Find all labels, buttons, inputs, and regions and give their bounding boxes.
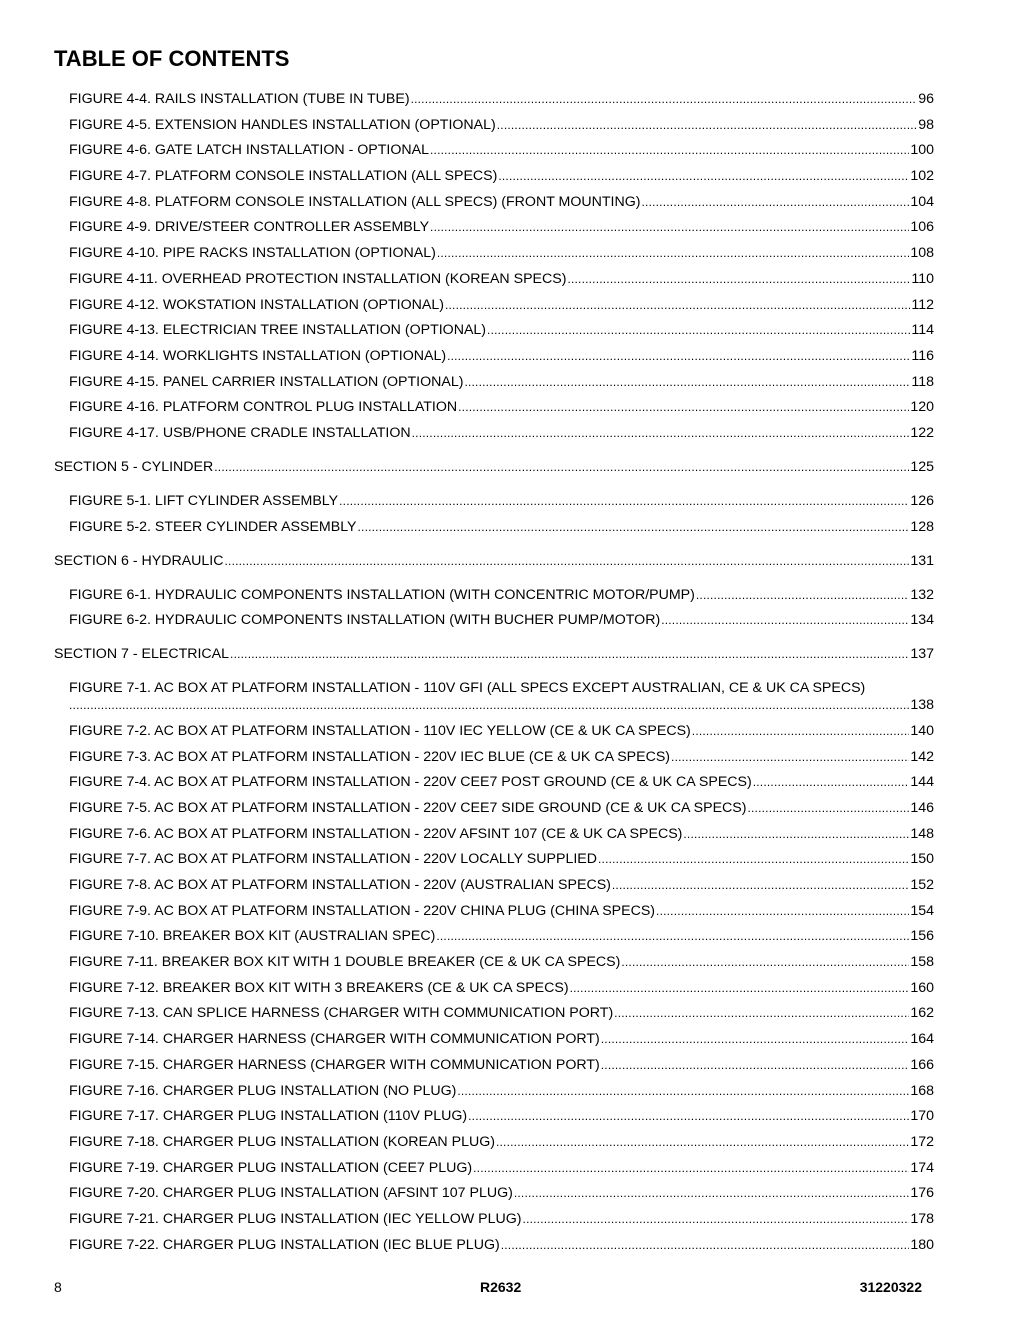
- toc-page-number: 134: [910, 612, 934, 629]
- toc-figure-title: FIGURE 4-10. PIPE RACKS INSTALLATION (OPTIONAL): [69, 245, 436, 262]
- toc-figure-entry[interactable]: [54, 1160, 934, 1186]
- toc-figure-title: FIGURE 7-12. BREAKER BOX KIT WITH 3 BREAKERS (CE & UK CA SPECS): [69, 979, 569, 996]
- toc-dot-leader: [692, 723, 910, 740]
- toc-page-number: 100: [910, 142, 934, 159]
- toc-figure-entry[interactable]: [54, 1005, 934, 1031]
- toc-figure-title: FIGURE 7-1. AC BOX AT PLATFORM INSTALLATION - 110V GFI (ALL SPECS EXCEPT AUSTRALIAN, CE & UK CA SPECS): [69, 680, 866, 697]
- toc-dot-leader: [747, 800, 909, 817]
- toc-page-number: 132: [910, 586, 934, 603]
- toc-figure-entry[interactable]: [54, 519, 934, 545]
- toc-figure-title: FIGURE 7-10. BREAKER BOX KIT (AUSTRALIAN SPEC): [69, 928, 436, 945]
- toc-figure-entry[interactable]: [54, 826, 934, 852]
- toc-figure-entry[interactable]: [54, 399, 934, 425]
- toc-dot-leader: [430, 142, 909, 159]
- toc-figure-title: FIGURE 7-15. CHARGER HARNESS (CHARGER WITH COMMUNICATION PORT): [69, 1056, 600, 1073]
- toc-dot-leader: [598, 851, 909, 868]
- table-of-contents: [54, 91, 934, 1262]
- toc-figure-entry[interactable]: [54, 723, 934, 749]
- toc-section-entry[interactable]: [54, 646, 934, 672]
- toc-dot-leader: [523, 1211, 910, 1228]
- toc-dot-leader: [214, 459, 909, 476]
- toc-dot-leader: [457, 1083, 909, 1100]
- toc-page-number: 138: [910, 697, 934, 714]
- toc-dot-leader: [614, 1005, 909, 1022]
- toc-figure-entry[interactable]: [54, 1083, 934, 1109]
- toc-figure-entry[interactable]: [54, 348, 934, 374]
- toc-page-number: 126: [910, 492, 934, 509]
- toc-dot-leader: [612, 877, 909, 894]
- toc-page-number: 156: [910, 928, 934, 945]
- toc-figure-title: FIGURE 7-4. AC BOX AT PLATFORM INSTALLATION - 220V CEE7 POST GROUND (CE & UK CA SPECS): [69, 774, 752, 791]
- toc-figure-title: FIGURE 7-16. CHARGER PLUG INSTALLATION (NO PLUG): [69, 1082, 457, 1099]
- toc-section-title: SECTION 6 - HYDRAULIC: [54, 552, 224, 569]
- toc-figure-title: FIGURE 4-12. WOKSTATION INSTALLATION (OPTIONAL): [69, 296, 444, 313]
- toc-page-number: 168: [910, 1082, 934, 1099]
- toc-page-number: 158: [910, 954, 934, 971]
- toc-figure-title: FIGURE 4-6. GATE LATCH INSTALLATION - OPTIONAL: [69, 142, 429, 159]
- toc-figure-title: FIGURE 4-11. OVERHEAD PROTECTION INSTALLATION (KOREAN SPECS): [69, 270, 567, 287]
- toc-page-number: 180: [910, 1236, 934, 1253]
- toc-dot-leader: [498, 168, 909, 185]
- toc-figure-entry[interactable]: [54, 374, 934, 400]
- toc-dot-leader: [464, 374, 910, 391]
- toc-figure-entry[interactable]: [54, 1057, 934, 1083]
- toc-dot-leader: [496, 1134, 909, 1151]
- toc-page-number: 160: [910, 979, 934, 996]
- toc-dot-leader: [230, 646, 909, 663]
- toc-page-number: 162: [910, 1005, 934, 1022]
- toc-figure-title: FIGURE 4-14. WORKLIGHTS INSTALLATION (OPTIONAL): [69, 347, 447, 364]
- toc-page-number: 110: [911, 270, 934, 287]
- toc-figure-entry[interactable]: [54, 903, 934, 929]
- toc-dot-leader: [501, 1237, 910, 1254]
- toc-page-number: 108: [910, 245, 934, 262]
- toc-figure-title: FIGURE 7-7. AC BOX AT PLATFORM INSTALLATION - 220V LOCALLY SUPPLIED: [69, 851, 597, 868]
- toc-page-number: 106: [910, 219, 934, 236]
- toc-page-number: 118: [911, 373, 934, 390]
- toc-figure-title: FIGURE 7-14. CHARGER HARNESS (CHARGER WITH COMMUNICATION PORT): [69, 1031, 600, 1048]
- toc-dot-leader: [436, 928, 909, 945]
- toc-page-number: 174: [910, 1159, 934, 1176]
- toc-dot-leader: [601, 1057, 910, 1074]
- toc-figure-title: FIGURE 7-11. BREAKER BOX KIT WITH 1 DOUBLE BREAKER (CE & UK CA SPECS): [69, 954, 621, 971]
- toc-figure-title: FIGURE 7-22. CHARGER PLUG INSTALLATION (IEC BLUE PLUG): [69, 1236, 500, 1253]
- toc-figure-title: FIGURE 4-5. EXTENSION HANDLES INSTALLATION (OPTIONAL): [69, 116, 496, 133]
- toc-figure-title: FIGURE 6-1. HYDRAULIC COMPONENTS INSTALLATION (WITH CONCENTRIC MOTOR/PUMP): [69, 586, 695, 603]
- toc-figure-entry[interactable]: [54, 1211, 934, 1237]
- toc-figure-title: FIGURE 7-17. CHARGER PLUG INSTALLATION (110V PLUG): [69, 1108, 468, 1125]
- toc-figure-entry[interactable]: [54, 954, 934, 980]
- toc-figure-title: FIGURE 4-8. PLATFORM CONSOLE INSTALLATION (ALL SPECS) (FRONT MOUNTING): [69, 193, 641, 210]
- toc-page-number: 128: [910, 518, 934, 535]
- toc-page-number: 102: [910, 168, 934, 185]
- toc-figure-title: FIGURE 7-2. AC BOX AT PLATFORM INSTALLATION - 110V IEC YELLOW (CE & UK CA SPECS): [69, 722, 691, 739]
- toc-page-number: 166: [910, 1056, 934, 1073]
- toc-figure-title: FIGURE 7-21. CHARGER PLUG INSTALLATION (IEC YELLOW PLUG): [69, 1210, 522, 1227]
- toc-dot-leader: [514, 1185, 909, 1202]
- toc-dot-leader: [430, 219, 909, 236]
- toc-figure-entry[interactable]: [54, 1185, 934, 1211]
- toc-dot-leader: [497, 117, 917, 134]
- toc-dot-leader: [567, 271, 910, 288]
- toc-dot-leader: [621, 954, 909, 971]
- toc-page-number: 170: [910, 1108, 934, 1125]
- toc-section-title: SECTION 5 - CYLINDER: [54, 458, 214, 475]
- toc-page-number: 146: [910, 799, 934, 816]
- page-title: TABLE OF CONTENTS: [54, 46, 290, 71]
- toc-dot-leader: [661, 612, 909, 629]
- toc-figure-entry[interactable]: [54, 980, 934, 1006]
- toc-figure-entry[interactable]: [54, 851, 934, 877]
- toc-figure-title: FIGURE 7-13. CAN SPLICE HARNESS (CHARGER WITH COMMUNICATION PORT): [69, 1005, 614, 1022]
- toc-dot-leader: [696, 587, 909, 604]
- toc-page-number: 104: [910, 193, 934, 210]
- toc-page-number: 150: [910, 851, 934, 868]
- toc-figure-entry[interactable]: [54, 612, 934, 638]
- toc-figure-entry[interactable]: [54, 168, 934, 194]
- toc-figure-entry[interactable]: [54, 425, 934, 451]
- toc-page-number: 164: [910, 1031, 934, 1048]
- toc-figure-title: FIGURE 7-18. CHARGER PLUG INSTALLATION (KOREAN PLUG): [69, 1133, 495, 1150]
- toc-figure-entry[interactable]: [54, 322, 934, 348]
- toc-figure-title: FIGURE 7-8. AC BOX AT PLATFORM INSTALLATION - 220V (AUSTRALIAN SPECS): [69, 877, 611, 894]
- toc-figure-title: FIGURE 7-20. CHARGER PLUG INSTALLATION (AFSINT 107 PLUG): [69, 1185, 513, 1202]
- toc-dot-leader: [411, 91, 918, 108]
- toc-dot-leader: [656, 903, 909, 920]
- toc-figure-entry[interactable]: [54, 493, 934, 519]
- toc-page-number: 154: [910, 902, 934, 919]
- toc-figure-title: FIGURE 5-1. LIFT CYLINDER ASSEMBLY: [69, 492, 339, 509]
- toc-figure-title: FIGURE 7-19. CHARGER PLUG INSTALLATION (CEE7 PLUG): [69, 1159, 473, 1176]
- toc-dot-leader: [683, 826, 909, 843]
- toc-page-number: 148: [910, 825, 934, 842]
- toc-dot-leader: [601, 1031, 910, 1048]
- toc-page-number: 116: [911, 347, 934, 364]
- toc-dot-leader: [69, 697, 910, 714]
- toc-page-number: 144: [910, 774, 934, 791]
- toc-dot-leader: [358, 519, 910, 536]
- toc-figure-entry[interactable]: [54, 928, 934, 954]
- toc-page-number: 176: [910, 1185, 934, 1202]
- toc-page-number: 96: [918, 91, 934, 107]
- toc-figure-entry[interactable]: [54, 91, 934, 117]
- toc-page-number: 137: [910, 646, 934, 663]
- toc-dot-leader: [225, 553, 910, 570]
- toc-figure-entry[interactable]: [54, 587, 934, 613]
- toc-figure-entry[interactable]: [54, 1108, 934, 1134]
- toc-figure-title: FIGURE 5-2. STEER CYLINDER ASSEMBLY: [69, 518, 357, 535]
- toc-figure-title: FIGURE 4-15. PANEL CARRIER INSTALLATION (OPTIONAL): [69, 373, 464, 390]
- toc-dot-leader: [468, 1108, 909, 1125]
- toc-page-number: 122: [910, 424, 934, 441]
- toc-figure-entry[interactable]: [54, 117, 934, 143]
- toc-figure-entry[interactable]: [54, 1237, 934, 1263]
- toc-page-number: 131: [910, 552, 934, 569]
- toc-dot-leader: [447, 348, 910, 365]
- toc-figure-title: FIGURE 7-6. AC BOX AT PLATFORM INSTALLATION - 220V AFSINT 107 (CE & UK CA SPECS): [69, 825, 683, 842]
- toc-section-entry[interactable]: [54, 553, 934, 579]
- toc-page-number: 140: [910, 722, 934, 739]
- footer-model: R2632: [480, 1279, 522, 1295]
- toc-figure-title: FIGURE 6-2. HYDRAULIC COMPONENTS INSTALLATION (WITH BUCHER PUMP/MOTOR): [69, 612, 661, 629]
- toc-figure-entry[interactable]: [54, 271, 934, 297]
- toc-figure-entry[interactable]: [54, 219, 934, 245]
- toc-dot-leader: [339, 493, 909, 510]
- toc-page-number: 172: [910, 1133, 934, 1150]
- toc-figure-entry[interactable]: [54, 749, 934, 775]
- toc-page-number: 98: [918, 116, 934, 133]
- toc-page-number: 152: [910, 877, 934, 894]
- toc-figure-entry[interactable]: [54, 877, 934, 903]
- toc-figure-title: FIGURE 7-3. AC BOX AT PLATFORM INSTALLATION - 220V IEC BLUE (CE & UK CA SPECS): [69, 748, 671, 765]
- toc-page-number: 178: [910, 1210, 934, 1227]
- toc-dot-leader: [570, 980, 910, 997]
- toc-figure-title: FIGURE 4-16. PLATFORM CONTROL PLUG INSTALLATION: [69, 399, 458, 416]
- toc-figure-entry[interactable]: [54, 245, 934, 271]
- toc-dot-leader: [487, 322, 910, 339]
- toc-figure-title: FIGURE 4-7. PLATFORM CONSOLE INSTALLATION (ALL SPECS): [69, 168, 498, 185]
- toc-dot-leader: [753, 774, 910, 791]
- toc-dot-leader: [671, 749, 909, 766]
- toc-figure-entry[interactable]: [54, 194, 934, 220]
- toc-figure-entry[interactable]: [54, 297, 934, 323]
- toc-page-number: 125: [910, 458, 934, 475]
- toc-figure-title: FIGURE 4-4. RAILS INSTALLATION (TUBE IN TUBE): [69, 91, 410, 107]
- toc-figure-title: FIGURE 4-9. DRIVE/STEER CONTROLLER ASSEMBLY: [69, 219, 430, 236]
- toc-page-number: 114: [911, 322, 934, 339]
- toc-section-entry[interactable]: [54, 459, 934, 485]
- toc-page-number: 120: [910, 399, 934, 416]
- toc-dot-leader: [412, 425, 910, 442]
- toc-dot-leader: [437, 245, 909, 262]
- toc-figure-title: FIGURE 4-17. USB/PHONE CRADLE INSTALLATION: [69, 424, 411, 441]
- footer-page-number: 8: [54, 1279, 62, 1295]
- toc-figure-title: FIGURE 4-13. ELECTRICIAN TREE INSTALLATION (OPTIONAL): [69, 322, 487, 339]
- toc-dot-leader: [642, 194, 910, 211]
- toc-dot-leader: [473, 1160, 909, 1177]
- toc-figure-entry[interactable]: [54, 774, 934, 800]
- toc-page-number: 142: [910, 748, 934, 765]
- toc-section-title: SECTION 7 - ELECTRICAL: [54, 646, 230, 663]
- toc-page-number: 112: [911, 296, 934, 313]
- footer-doc-number: 31220322: [859, 1279, 922, 1295]
- toc-dot-leader: [458, 399, 909, 416]
- toc-figure-entry[interactable]: [54, 142, 934, 168]
- toc-figure-entry[interactable]: [54, 800, 934, 826]
- toc-figure-entry[interactable]: [54, 1134, 934, 1160]
- toc-figure-title: FIGURE 7-5. AC BOX AT PLATFORM INSTALLATION - 220V CEE7 SIDE GROUND (CE & UK CA SPECS): [69, 799, 747, 816]
- toc-figure-entry[interactable]: [54, 1031, 934, 1057]
- toc-dot-leader: [445, 297, 910, 314]
- toc-figure-entry[interactable]: [54, 680, 934, 723]
- toc-figure-title: FIGURE 7-9. AC BOX AT PLATFORM INSTALLATION - 220V CHINA PLUG (CHINA SPECS): [69, 902, 656, 919]
- page-footer: [54, 1279, 922, 1299]
